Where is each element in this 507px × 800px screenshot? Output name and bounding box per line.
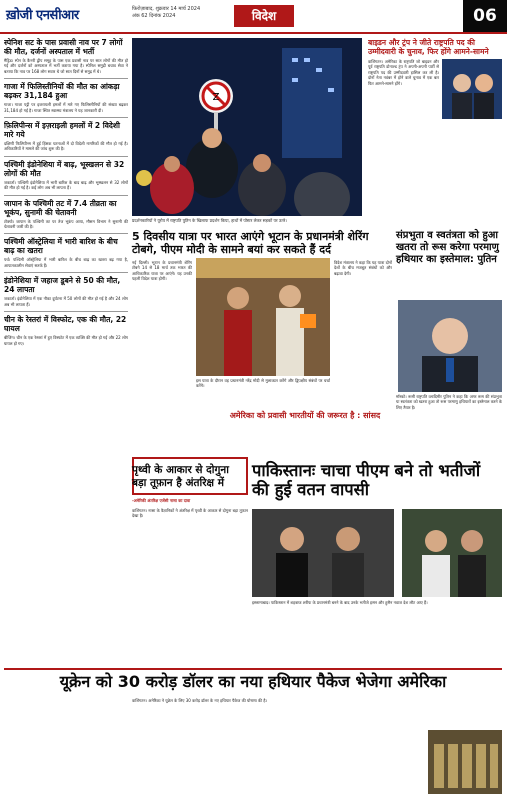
divider: [4, 311, 128, 312]
putin-body: मॉस्को। रूसी राष्ट्रपति व्लादिमीर पुतिन ने कहा कि अगर रूस की संप्रभुता या स्वतंत्रता को खतरा हुआ तो रूस परमाणु हथियारों का इस्तेमाल करने के लिए तैयार है।: [396, 394, 502, 410]
brand-title: ख़ोजी एनसीआर: [6, 8, 79, 23]
america-subheadline: अमेरिका को प्रवासी भारतीयों की जरूरत है : सांसद: [229, 411, 381, 420]
nephews-image: [402, 509, 502, 597]
ukraine-headline: यूक्रेन को 30 करोड़ डॉलर का नया हथियार पैकेज भेजेगा अमेरिका: [4, 668, 502, 691]
left-headline-7: चीन के रेस्तरां में विस्फोट, एक की मौत, 22 घायल: [4, 315, 127, 334]
left-body-6: जकार्ता। इंडोनेशिया में एक नौका दुर्घटना में 50 लोगों की मौत हो गई है और 24 लोग अब भी लापता हैं।: [4, 296, 128, 307]
divider: [4, 78, 128, 79]
putin-portrait-image: [398, 300, 502, 392]
hero-caption: प्रदर्शनकारियों ने यूरोप में राष्ट्रपति पुतिन के खिलाफ प्रदर्शन किया, हाथों में पोस्टर लेकर सड़कों पर उतरे।: [132, 218, 287, 223]
modi-tobgay-photo: [196, 258, 330, 376]
artillery-shells-photo: [428, 730, 502, 794]
divider: [4, 233, 128, 234]
left-headline-1: गाजा में फिलिस्तीनियों की मौत का आंकड़ा बढ़कर 31,184 हुआ: [4, 82, 120, 101]
meeting-photo-image: [196, 258, 330, 376]
left-headline-0: स्पेनिश सट के पास प्रवासी नाव पर 7 लोगों की मौत, दर्जनों अस्पताल में भर्ती: [4, 38, 123, 56]
date-line-1: फ़िरोज़ाबाद, शुक्रवार 14 मार्च 2024: [132, 6, 201, 12]
date-line: [132, 6, 242, 20]
date-line-2: अंक 62 दिनांक 2024: [132, 13, 176, 19]
left-headline-5: पश्चिमी ऑस्ट्रेलिया में भारी बारिश के बीच बाढ़ का खतरा: [4, 237, 118, 256]
space-byline: -अमेरिकी अंतरिक्ष एजेंसी नासा का दावा: [132, 498, 191, 503]
brand-logo: [6, 4, 124, 26]
page-number: 06: [463, 0, 507, 32]
biden-trump-body: वाशिंगटन। अमेरिका के राष्ट्रपति जो बाइडन और पूर्व राष्ट्रपति डोनाल्ड ट्रंप ने अपनी-अपनी पार्टी से राष्ट्रपति पद की उम्मीदवारी हासिल कर ली है। दोनों नेता नवंबर में होने वाले चुनाव में एक बार फिर आमने-सामने होंगे।: [368, 59, 439, 86]
shells-image: [428, 730, 502, 794]
svg-text:Z: Z: [212, 92, 220, 103]
nephews-photo: [402, 509, 502, 597]
divider: [4, 195, 128, 196]
left-body-1: गाजा। गाजा पट्टी पर इजरायली हमलों में मारे गए फिलिस्तीनियों की संख्या बढ़कर 31,184 हो गई है। गाजा स्थित स्वास्थ्य मंत्रालय ने यह जानकारी दी।: [4, 102, 128, 113]
left-headline-4: जापान के पश्चिमी तट में 7.4 तीव्रता का भूकंप, सुनामी की चेतावनी: [4, 198, 117, 217]
left-headline-3: पश्चिमी इंडोनेशिया में बाढ़, भूस्खलन से 32 लोगों की मौत: [4, 159, 125, 178]
ukraine-body: वाशिंगटन। अमेरिका ने यूक्रेन के लिए 30 करोड़ डॉलर के नए हथियार पैकेज की घोषणा की है।: [132, 698, 267, 703]
space-storm-headline: पृथ्वी के आकार से दोगुना बड़ा तूफ़ान है अंतरिक्ष में: [132, 464, 229, 489]
divider: [4, 156, 128, 157]
left-body-7: बीजिंग। चीन के एक रेस्तरां में हुए विस्फोट में एक व्यक्ति की मौत हो गई और 22 लोग घायल हो गए।: [4, 335, 128, 346]
putin-headline: संप्रभुता व स्वतंत्रता को हुआ खतरा तो रूस करेगा परमाणु हथियार का इस्तेमाल: पुतिन: [396, 230, 499, 265]
bhutan-body-col1: नई दिल्ली। भूटान के प्रधानमंत्री शेरिंग टोबगे 14 से 18 मार्च तक भारत की आधिकारिक यात्रा पर आएंगे। यह उनकी पहली विदेश यात्रा होगी।: [132, 260, 192, 282]
left-body-0: मैड्रिड। स्पेन के कैनरी द्वीप समूह के पास एक प्रवासी नाव पर सात लोगों की मौत हो गई और दर्जनों को अस्पताल में भर्ती कराया गया है। स्पेनिश समुद्री बचाव सेवा ने बताया कि नाव पर 168 लोग सवार थे जो सात दिनों से समुद्र में थे।: [4, 58, 128, 74]
pakistan-leaders-image: [252, 509, 394, 597]
divider: [4, 117, 128, 118]
divider: [4, 272, 128, 273]
protest-scene-image: [132, 38, 362, 216]
left-headline-2: फ़िलिपीन्स में इज़राइली हमलों में 2 विदेशी मारे गये: [4, 121, 120, 140]
left-body-4: टोक्यो। जापान के पश्चिमी तट पर तेज भूकंप आया, मौसम विभाग ने सुनामी की चेतावनी जारी की है।: [4, 218, 128, 230]
pakistan-body: इस्लामाबाद। पाकिस्तान में शहबाज शरीफ के प्रधानमंत्री बनने के बाद उनके भतीजे हसन और हुसैन नवाज देश लौट आए हैं।: [252, 600, 428, 605]
biden-trump-story: [368, 38, 502, 228]
biden-trump-photo: [442, 59, 502, 119]
left-headline-6: इंडोनेशिया में जहाज डूबने से 50 की मौत, 24 लापता: [4, 276, 121, 295]
left-body-5: पर्थ। पश्चिमी ऑस्ट्रेलिया में भारी बारिश के बीच बाढ़ का खतरा बढ़ गया है, आपातकालीन सेवाएं सतर्क हैं।: [4, 257, 128, 268]
hero-protest-photo: [132, 38, 362, 216]
pakistan-headline: पाकिस्तानः चाचा पीएम बने तो भतीजों की हुई वतन वापसी: [252, 461, 481, 499]
space-body: वाशिंगटन। नासा के वैज्ञानिकों ने अंतरिक्ष में पृथ्वी के आकार से दोगुना बड़ा तूफ़ान देखा है।: [132, 508, 248, 519]
bhutan-headline: 5 दिवसीय यात्रा पर भारत आएंगे भूटान के प्रधानमंत्री शेरिंग टोबगे, पीएम मोदी के सामने बयां कर सकते हैं दर्द: [132, 230, 369, 256]
bhutan-body-col3: विदेश मंत्रालय ने कहा कि यह यात्रा दोनों देशों के बीच मजबूत संबंधों को और बढ़ावा देगी।: [334, 260, 392, 276]
left-body-2: दक्षिणी फिलिपीन्स में हुई हिंसक घटनाओं में दो विदेशी नागरिकों की मौत हो गई है। अधिकारियों ने मामले की जांच शुरू की है।: [4, 141, 128, 152]
section-title: विदेश: [234, 5, 294, 27]
bhutan-body-col2: इस यात्रा के दौरान वह प्रधानमंत्री नरेंद्र मोदी से मुलाकात करेंगे और द्विपक्षीय संबंधों पर चर्चा करेंगे।: [196, 378, 330, 389]
masthead: [0, 0, 507, 34]
biden-trump-headline: बाइडन और ट्रंप ने जीते राष्ट्रपति पद की उम्मीदवारी के चुनाव, फिर होंगे आमने-सामने: [368, 38, 489, 56]
shahbaz-photo: [252, 509, 394, 597]
left-body-3: जकार्ता। पश्चिमी इंडोनेशिया में भारी बारिश के बाद बाढ़ और भूस्खलन से 32 लोगों की मौत हो गई है। कई लोग अब भी लापता हैं।: [4, 179, 128, 191]
putin-photo: [398, 300, 502, 392]
